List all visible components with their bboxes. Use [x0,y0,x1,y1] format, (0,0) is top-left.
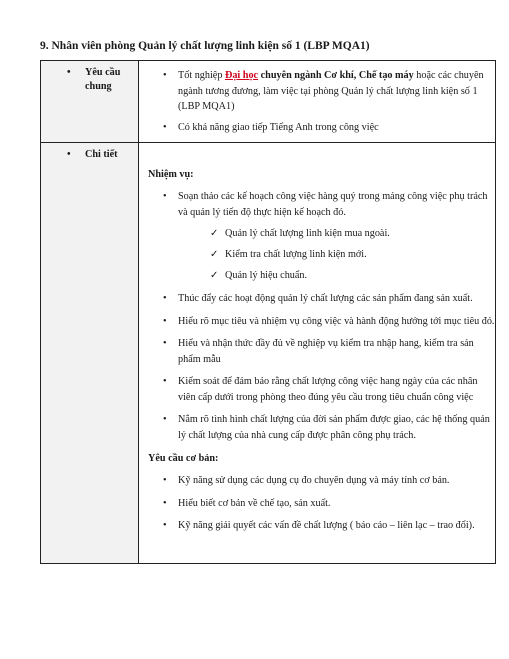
bullet-icon: • [163,191,167,202]
checkmark-icon: ✓ [210,228,219,239]
list-item [139,374,495,405]
row-label [41,61,138,94]
row-label-text: Chi tiết [85,149,118,160]
item-text: Hiểu rõ mục tiêu và nhiệm vụ công việc và hành động hướng tới mục tiêu đó. [178,315,495,327]
bullet-icon: • [163,520,167,531]
bullet-icon: • [163,338,167,349]
check-item [139,247,495,262]
degree-highlight: Đại học [224,70,259,81]
item-text-rest: hoặc các chuyên ngành tương đương, làm việc tại phòng Quản lý chất lượng linh kiện số 1 (LBP MQA1) [178,70,484,112]
list-item [139,120,495,136]
item-text: Quản lý hiệu chuẩn. [225,270,308,281]
section-title: 9. Nhân viên phòng Quản lý chất lượng linh kiện số 1 (LBP MQA1) [40,40,370,52]
item-text: Có khả năng giao tiếp Tiếng Anh trong công việc [178,121,379,133]
requirements-table [40,60,496,564]
item-text: Kỹ năng giải quyết các vấn đề chất lượng ( báo cáo – liên lạc – trao đổi). [178,520,475,531]
list-item [139,496,495,512]
row-label [41,143,138,162]
check-item [139,226,495,241]
list-item [139,314,495,330]
bullet-icon: • [163,497,167,509]
bullet-icon: • [67,149,71,160]
item-text: Thúc đẩy các hoạt động quản lý chất lượng các sản phẩm đang sản xuất. [178,293,473,304]
bullet-icon: • [163,70,167,81]
list-item [139,473,495,489]
list-item [139,291,495,307]
item-text: Hiểu biết cơ bản về chế tạo, sản xuất. [178,497,331,509]
duties-heading: Nhiệm vụ: [148,169,194,180]
bullet-icon: • [163,475,167,486]
check-item [139,268,495,283]
item-text: Kiểm tra chất lượng linh kiện mới. [225,249,367,260]
list-item [139,68,495,115]
major-text: chuyên ngành Cơ khí, Chế tạo máy [258,70,414,81]
item-text: Hiểu và nhận thức đầy đủ về nghiệp vụ kiểm tra nhập hang, kiểm tra sản phẩm mẫu [178,338,474,365]
bullet-icon: • [163,315,167,327]
item-text: Nắm rõ tình hình chất lượng của đời sản phẩm được giao, các hệ thống quản lý chất lượng của nhà cung cấp được phân công phụ trách. [178,414,490,441]
list-item [139,189,495,220]
content-cell [139,61,496,143]
checkmark-icon: ✓ [210,249,219,260]
content-cell [139,143,496,564]
basic-requirements-heading: Yêu cầu cơ bản: [148,453,219,464]
list-item [139,412,495,443]
row-details [41,143,496,564]
bullet-icon: • [163,293,167,304]
item-text: Kỹ năng sử dụng các dụng cụ đo chuyên dụng và máy tính cơ bản. [178,475,450,486]
list-item [139,336,495,367]
bullet-icon: • [163,121,167,133]
bullet-icon: • [67,67,71,78]
bullet-icon: • [163,414,167,425]
row-label-text: Yêu cầu chung [85,67,121,92]
list-item [139,518,495,534]
label-cell [41,61,139,143]
row-general-requirements [41,61,496,143]
item-text: Kiểm soát để đảm bảo rằng chất lượng công việc hang ngày của các nhân viên cấp dưới trong phòng theo đúng yêu cầu trong tiêu chuẩn công việc [178,376,478,403]
item-text: Soạn thảo các kế hoạch công việc hàng quý trong mảng công việc phụ trách và quản lý tiến độ thực hiện kế hoạch đó. [178,191,488,218]
checkmark-icon: ✓ [210,270,219,281]
item-text: Quản lý chất lượng linh kiện mua ngoài. [225,228,390,239]
bullet-icon: • [163,376,167,387]
label-cell [41,143,139,564]
item-text-prefix: Tốt nghiệp [178,70,225,81]
